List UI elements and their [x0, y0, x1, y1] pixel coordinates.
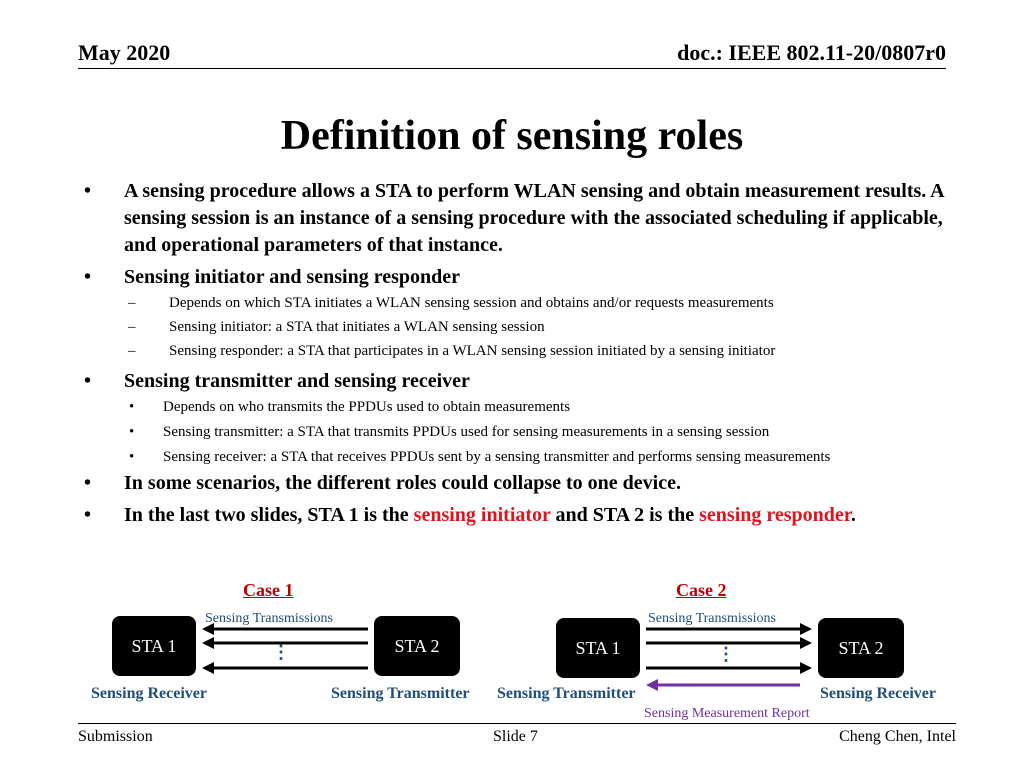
case2-title: Case 2: [676, 580, 727, 600]
sub-bullet: [84, 315, 964, 339]
case1-arrowhead-1: [202, 623, 214, 635]
sensing-responder-highlight: sensing responder: [699, 504, 851, 526]
bullet-dot: •: [129, 449, 135, 465]
footer-author: Cheng Chen, Intel: [839, 728, 956, 745]
bullet-text: Sensing initiator and sensing responder: [124, 266, 461, 288]
case2-role-receiver: Sensing Receiver: [820, 685, 936, 702]
bullet-dot: •: [129, 424, 135, 440]
case1-role-transmitter: Sensing Transmitter: [331, 685, 470, 702]
bullet-last-slides: [84, 502, 964, 529]
bullet-dot: •: [84, 370, 92, 392]
case1-arrowhead-2: [202, 637, 214, 649]
bullet-text: Sensing transmitter and sensing receiver: [124, 370, 470, 392]
case2-arrowhead-1: [800, 623, 812, 635]
bullet-sensing-procedure: [84, 178, 964, 259]
bullet-transmitter-receiver: [84, 368, 964, 395]
dash-marker: –: [128, 295, 136, 311]
header-doc-id: doc.: IEEE 802.11-20/0807r0: [677, 40, 946, 65]
header-date: May 2020: [78, 40, 171, 65]
case1-sta2: STA 2: [374, 616, 460, 676]
bullet-dot: •: [129, 399, 135, 415]
sub-bullet: [84, 339, 964, 363]
sub-bullet-text: Depends on who transmits the PPDUs used to obtain measurements: [163, 399, 571, 415]
bullet-text-mid: and STA 2 is the: [550, 504, 700, 526]
sub-bullet-text: Sensing receiver: a STA that receives PPDUs sent by a sensing transmitter and performs sensing measurements: [163, 449, 831, 465]
bullet-text: A sensing procedure allows a STA to perform WLAN sensing and obtain measurement results. A sensing session is an instance of a sensing procedure with the associated scheduling if applicable, and operational parameters of that instance.: [124, 180, 944, 256]
footer-divider: [78, 723, 956, 724]
footer-slide-number: Slide 7: [493, 728, 538, 745]
sensing-initiator-highlight: sensing initiator: [413, 504, 551, 526]
case2-arrowhead-3: [800, 662, 812, 674]
sub-bullet: [84, 395, 964, 420]
case1-sta1: STA 1: [112, 616, 196, 676]
case2-arrowhead-2: [800, 637, 812, 649]
case2-transmissions-label: Sensing Transmissions: [648, 611, 776, 626]
sub-bullet: [84, 445, 964, 470]
bullet-collapse: [84, 470, 964, 497]
bullet-dot: •: [84, 266, 92, 288]
sub-bullet-text: Sensing responder: a STA that participates in a WLAN sensing session initiated by a sensing initiator: [169, 343, 776, 359]
case1-transmissions-label: Sensing Transmissions: [205, 611, 333, 626]
case2-report-label: Sensing Measurement Report: [644, 706, 810, 721]
case2-report-arrowhead: [646, 679, 658, 691]
bullet-text-post: .: [850, 504, 856, 526]
case1-arrowhead-3: [202, 662, 214, 674]
case1-role-receiver: Sensing Receiver: [91, 685, 207, 702]
sub-bullet: [84, 420, 964, 445]
sub-bullet-text: Sensing transmitter: a STA that transmits PPDUs used for sensing measurements in a sensing session: [163, 424, 770, 440]
case2-sta2: STA 2: [818, 618, 904, 678]
bullet-text-pre: In the last two slides, STA 1 is the: [124, 504, 414, 526]
sub-bullet: [84, 291, 964, 315]
bullet-dot: •: [84, 472, 92, 494]
bullet-dot: •: [84, 504, 92, 526]
sub-bullet-text: Depends on which STA initiates a WLAN sensing session and obtains and/or requests measurements: [169, 295, 774, 311]
case2-role-transmitter: Sensing Transmitter: [497, 685, 636, 702]
footer-submission: Submission: [78, 728, 153, 745]
sub-bullet-text: Sensing initiator: a STA that initiates a WLAN sensing session: [169, 319, 545, 335]
header-divider: [78, 68, 946, 69]
bullet-list: [84, 178, 964, 529]
dash-marker: –: [128, 319, 136, 335]
slide-title: Definition of sensing roles: [280, 113, 744, 159]
case1-title: Case 1: [243, 580, 294, 600]
dash-marker: –: [128, 343, 136, 359]
bullet-text: In some scenarios, the different roles could collapse to one device.: [124, 472, 681, 494]
case1-ellipsis: ⋮: [272, 642, 290, 662]
bullet-initiator-responder: [84, 264, 964, 291]
case2-sta1: STA 1: [556, 618, 640, 678]
bullet-dot: •: [84, 180, 92, 202]
case2-ellipsis: ⋮: [717, 644, 735, 664]
